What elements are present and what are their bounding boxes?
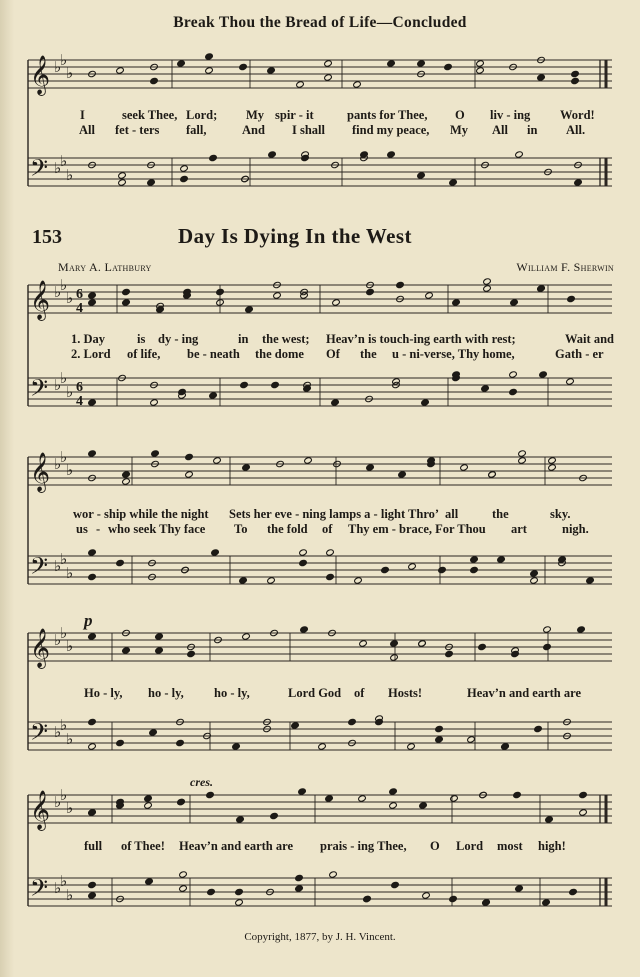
note-head: [515, 885, 524, 892]
note-head: [88, 299, 97, 306]
copyright-notice: Copyright, 1877, by J. H. Vincent.: [244, 931, 396, 943]
note-head: [542, 899, 551, 906]
note-head: [177, 60, 186, 67]
note-head: [359, 640, 368, 647]
note-head: [537, 74, 546, 81]
svg-text:4: 4: [76, 301, 83, 316]
dynamic-marking: p: [84, 611, 93, 630]
note-head: [515, 151, 524, 158]
svg-text:♭: ♭: [54, 723, 62, 741]
lyric: And: [242, 123, 265, 137]
composer-credit: William F. Sherwin: [516, 260, 614, 274]
svg-text:♭: ♭: [66, 383, 74, 401]
svg-text:♭: ♭: [60, 276, 68, 294]
note-head: [476, 67, 485, 74]
note-head: [488, 471, 497, 478]
lyric: 1. Day: [71, 332, 106, 346]
note-head: [548, 457, 557, 464]
lyric: I shall: [292, 123, 326, 137]
svg-text:♭: ♭: [54, 557, 62, 575]
note-head: [304, 457, 313, 464]
note-head: [88, 573, 97, 580]
note-head: [425, 292, 434, 299]
svg-text:♭: ♭: [54, 455, 62, 473]
note-head: [534, 725, 543, 732]
note-head: [539, 371, 548, 378]
treble-clef-icon: 𝄞: [30, 790, 51, 830]
note-head: [509, 388, 518, 395]
note-head: [150, 77, 159, 84]
lyric: of: [322, 522, 333, 536]
lyric: dy - ing: [158, 332, 199, 346]
lyric: of life,: [127, 347, 161, 361]
lyric: spir - it: [275, 108, 314, 122]
svg-text:♭: ♭: [66, 461, 74, 479]
lyric: nigh.: [562, 522, 589, 536]
lyric: Ho - ly,: [84, 686, 123, 700]
note-head: [435, 725, 444, 732]
lyric: be - neath: [187, 347, 240, 361]
lyric: ho - ly,: [214, 686, 250, 700]
lyric: the: [492, 507, 509, 521]
note-head: [318, 743, 327, 750]
note-head: [295, 874, 304, 881]
lyric: pants for Thee,: [347, 108, 428, 122]
page-title: Break Thou the Bread of Life—Concluded: [173, 14, 467, 31]
lyric: is: [137, 332, 146, 346]
lyric: who seek Thy face: [108, 522, 206, 536]
note-head: [144, 795, 153, 802]
lyric: O: [430, 839, 440, 853]
svg-text:♭: ♭: [54, 631, 62, 649]
note-head: [270, 812, 279, 819]
note-head: [390, 654, 399, 661]
note-head: [177, 798, 186, 805]
note-head: [326, 573, 335, 580]
note-head: [513, 791, 522, 798]
svg-text:♭: ♭: [54, 793, 62, 811]
lyric: Sets her eve - ning lamps a - light Thro’: [229, 507, 440, 521]
note-head: [421, 399, 430, 406]
note-head: [88, 881, 97, 888]
note-head: [419, 802, 428, 809]
note-head: [239, 577, 248, 584]
treble-clef-icon: 𝄞: [30, 55, 51, 95]
note-head: [387, 60, 396, 67]
note-head: [88, 549, 97, 556]
svg-text:♭: ♭: [54, 283, 62, 301]
note-head: [300, 626, 309, 633]
lyric: Of: [326, 347, 340, 361]
note-heads: [88, 53, 595, 906]
lyric: ho - ly,: [148, 686, 184, 700]
note-head: [331, 399, 340, 406]
svg-text:♭: ♭: [66, 289, 74, 307]
note-head: [389, 802, 398, 809]
lyric: Gath - er: [555, 347, 604, 361]
note-head: [353, 81, 362, 88]
lyric: Heav’n and earth are: [179, 839, 293, 853]
note-head: [577, 626, 586, 633]
note-head: [118, 179, 127, 186]
lyric: the: [360, 347, 377, 361]
author-credit: Mary A. Lathbury: [58, 260, 152, 274]
note-head: [445, 650, 454, 657]
treble-clef-icon: 𝄞: [30, 628, 51, 668]
lyric: To: [234, 522, 248, 536]
note-head: [452, 299, 461, 306]
note-head: [518, 457, 527, 464]
note-head: [417, 172, 426, 179]
note-head: [147, 179, 156, 186]
note-head: [185, 471, 194, 478]
note-head: [567, 295, 576, 302]
note-head: [509, 371, 518, 378]
note-head: [242, 464, 251, 471]
note-head: [470, 556, 479, 563]
note-head: [236, 816, 245, 823]
note-head: [116, 739, 125, 746]
note-head: [232, 743, 241, 750]
svg-text:♭: ♭: [54, 159, 62, 177]
note-head: [358, 795, 367, 802]
note-head: [366, 288, 375, 295]
note-head: [354, 577, 363, 584]
note-head: [332, 299, 341, 306]
expression-marking: cres.: [190, 775, 213, 789]
note-head: [450, 795, 459, 802]
note-head: [476, 60, 485, 67]
lyric: I: [80, 108, 85, 122]
note-head: [122, 478, 131, 485]
note-head: [88, 743, 97, 750]
note-head: [213, 457, 222, 464]
note-head: [325, 795, 334, 802]
note-head: [122, 471, 131, 478]
note-head: [398, 471, 407, 478]
note-head: [205, 67, 214, 74]
note-head: [144, 802, 153, 809]
note-head: [209, 154, 218, 161]
note-head: [417, 60, 426, 67]
svg-text:♭: ♭: [60, 786, 68, 804]
note-head: [408, 563, 417, 570]
lyric: in: [238, 332, 249, 346]
note-head: [348, 718, 357, 725]
note-head: [207, 888, 216, 895]
note-head: [545, 816, 554, 823]
note-head: [185, 453, 194, 460]
treble-clef-icon: 𝄞: [30, 452, 51, 492]
svg-text:6: 6: [76, 287, 83, 302]
svg-text:♭: ♭: [60, 369, 68, 387]
lyric: All: [492, 123, 508, 137]
note-head: [548, 464, 557, 471]
svg-text:♭: ♭: [54, 376, 62, 394]
note-head: [179, 871, 188, 878]
note-head: [481, 385, 490, 392]
lyric: the dome: [255, 347, 304, 361]
note-head: [155, 633, 164, 640]
staff-lines: [28, 60, 612, 906]
note-head: [381, 566, 390, 573]
lyric: 2. Lord: [71, 347, 111, 361]
note-head: [530, 570, 539, 577]
note-head: [510, 299, 519, 306]
note-head: [149, 729, 158, 736]
svg-text:4: 4: [76, 394, 83, 409]
note-head: [387, 151, 396, 158]
note-head: [211, 549, 220, 556]
lyric: us: [76, 522, 88, 536]
svg-text:♭: ♭: [60, 624, 68, 642]
note-head: [407, 743, 416, 750]
note-head: [240, 381, 249, 388]
note-head: [271, 381, 280, 388]
note-head: [467, 736, 476, 743]
lyric: the west;: [262, 332, 310, 346]
lyric: high!: [538, 839, 566, 853]
note-head: [122, 288, 131, 295]
svg-text:♭: ♭: [60, 448, 68, 466]
lyric: prais - ing Thee,: [320, 839, 407, 853]
note-head: [435, 736, 444, 743]
svg-text:♭: ♭: [60, 550, 68, 568]
note-head: [209, 392, 218, 399]
svg-text:♭: ♭: [66, 799, 74, 817]
lyric: of: [354, 686, 365, 700]
note-head: [242, 633, 251, 640]
note-head: [235, 888, 244, 895]
lyric: Lord God: [288, 686, 342, 700]
lyric: -: [96, 522, 101, 536]
lyric: all: [445, 507, 459, 521]
lyric: the fold: [267, 522, 308, 536]
note-head: [180, 165, 189, 172]
lyric: Lord: [456, 839, 484, 853]
note-head: [329, 871, 338, 878]
lyric: liv - ing: [490, 108, 531, 122]
note-head: [366, 464, 375, 471]
lyric: Word!: [560, 108, 595, 122]
svg-text:♭: ♭: [54, 58, 62, 76]
note-head: [88, 718, 97, 725]
note-head: [267, 67, 276, 74]
lyric: full: [84, 839, 103, 853]
note-head: [438, 566, 447, 573]
lyric: O: [455, 108, 465, 122]
lyric: wor - ship while the night: [73, 507, 209, 521]
note-head: [574, 179, 583, 186]
lyric: find my peace,: [352, 123, 430, 137]
note-head: [537, 285, 546, 292]
note-head: [571, 70, 580, 77]
bass-clef-icon: 𝄢: [30, 874, 49, 907]
note-head: [296, 81, 305, 88]
svg-text:♭: ♭: [60, 716, 68, 734]
note-head: [418, 640, 427, 647]
note-head: [155, 647, 164, 654]
note-head: [295, 885, 304, 892]
lyric: of Thee!: [121, 839, 165, 853]
note-head: [267, 577, 276, 584]
lyric: art: [511, 522, 527, 536]
note-head: [478, 643, 487, 650]
note-head: [391, 881, 400, 888]
lyric: fall,: [186, 123, 207, 137]
note-head: [497, 556, 506, 563]
note-head: [543, 643, 552, 650]
note-head: [291, 722, 300, 729]
note-head: [180, 175, 189, 182]
note-head: [145, 878, 154, 885]
note-head: [389, 788, 398, 795]
lyric: u - ni-verse, Thy home,: [392, 347, 515, 361]
lyric: Heav’n is touch-ing earth with rest;: [326, 332, 516, 346]
bar-lines: [112, 60, 606, 906]
svg-text:♭: ♭: [66, 64, 74, 82]
bass-clef-icon: 𝄢: [30, 374, 49, 407]
hymn-number: 153: [32, 226, 62, 248]
hymn-title: Day Is Dying In the West: [178, 224, 412, 248]
note-head: [88, 292, 97, 299]
lyric: My: [246, 108, 265, 122]
note-head: [449, 179, 458, 186]
note-head: [363, 895, 372, 902]
svg-text:♭: ♭: [66, 730, 74, 748]
lyric: Wait and: [565, 332, 614, 346]
lyric: in: [527, 123, 538, 137]
note-head: [326, 549, 335, 556]
bass-clef-icon: 𝄢: [30, 552, 49, 585]
svg-text:♭: ♭: [66, 886, 74, 904]
lyric: All.: [566, 123, 586, 137]
note-head: [205, 53, 214, 60]
note-head: [150, 399, 159, 406]
note-head: [483, 278, 492, 285]
lyric: Heav’n and earth are: [467, 686, 581, 700]
bass-clef-icon: 𝄢: [30, 154, 49, 187]
note-head: [396, 281, 405, 288]
note-head: [88, 450, 97, 457]
note-head: [206, 791, 215, 798]
lyric: Lord;: [186, 108, 218, 122]
note-head: [470, 566, 479, 573]
note-head: [88, 633, 97, 640]
note-head: [299, 559, 308, 566]
note-head: [390, 640, 399, 647]
note-head: [566, 378, 575, 385]
svg-text:♭: ♭: [60, 51, 68, 69]
note-head: [324, 60, 333, 67]
note-head: [422, 892, 431, 899]
note-head: [324, 74, 333, 81]
svg-text:♭: ♭: [54, 879, 62, 897]
lyric: Hosts!: [388, 686, 423, 700]
note-head: [299, 549, 308, 556]
note-head: [122, 299, 131, 306]
note-head: [179, 885, 188, 892]
lyric: fet - ters: [115, 123, 160, 137]
note-head: [579, 809, 588, 816]
note-head: [298, 788, 307, 795]
note-head: [586, 577, 595, 584]
note-head: [187, 650, 196, 657]
note-head: [579, 791, 588, 798]
svg-text:♭: ♭: [60, 152, 68, 170]
note-head: [483, 285, 492, 292]
note-head: [273, 292, 282, 299]
note-head: [88, 892, 97, 899]
svg-text:♭: ♭: [66, 564, 74, 582]
lyric: sky.: [550, 507, 571, 521]
note-head: [569, 888, 578, 895]
note-head: [268, 151, 277, 158]
svg-text:♭: ♭: [66, 637, 74, 655]
note-head: [235, 899, 244, 906]
note-head: [444, 63, 453, 70]
note-head: [239, 63, 248, 70]
note-head: [116, 559, 125, 566]
note-head: [518, 450, 527, 457]
note-head: [543, 626, 552, 633]
note-head: [88, 809, 97, 816]
note-head: [530, 577, 539, 584]
svg-text:♭: ♭: [60, 872, 68, 890]
lyric: Thy em - brace, For Thou: [348, 522, 486, 536]
note-head: [216, 288, 225, 295]
note-head: [151, 450, 160, 457]
note-head: [245, 306, 254, 313]
note-head: [482, 899, 491, 906]
svg-text:♭: ♭: [66, 166, 74, 184]
note-head: [571, 77, 580, 84]
bass-clef-icon: 𝄢: [30, 718, 49, 751]
note-head: [176, 739, 185, 746]
note-head: [88, 399, 97, 406]
lyric: All: [79, 123, 95, 137]
note-head: [460, 464, 469, 471]
note-head: [449, 895, 458, 902]
lyric: seek Thee,: [122, 108, 178, 122]
treble-clef-icon: 𝄞: [30, 280, 51, 320]
svg-text:6: 6: [76, 380, 83, 395]
note-head: [118, 172, 127, 179]
lyric: most: [497, 839, 523, 853]
lyric: My: [450, 123, 469, 137]
note-head: [122, 647, 131, 654]
note-head: [116, 67, 125, 74]
